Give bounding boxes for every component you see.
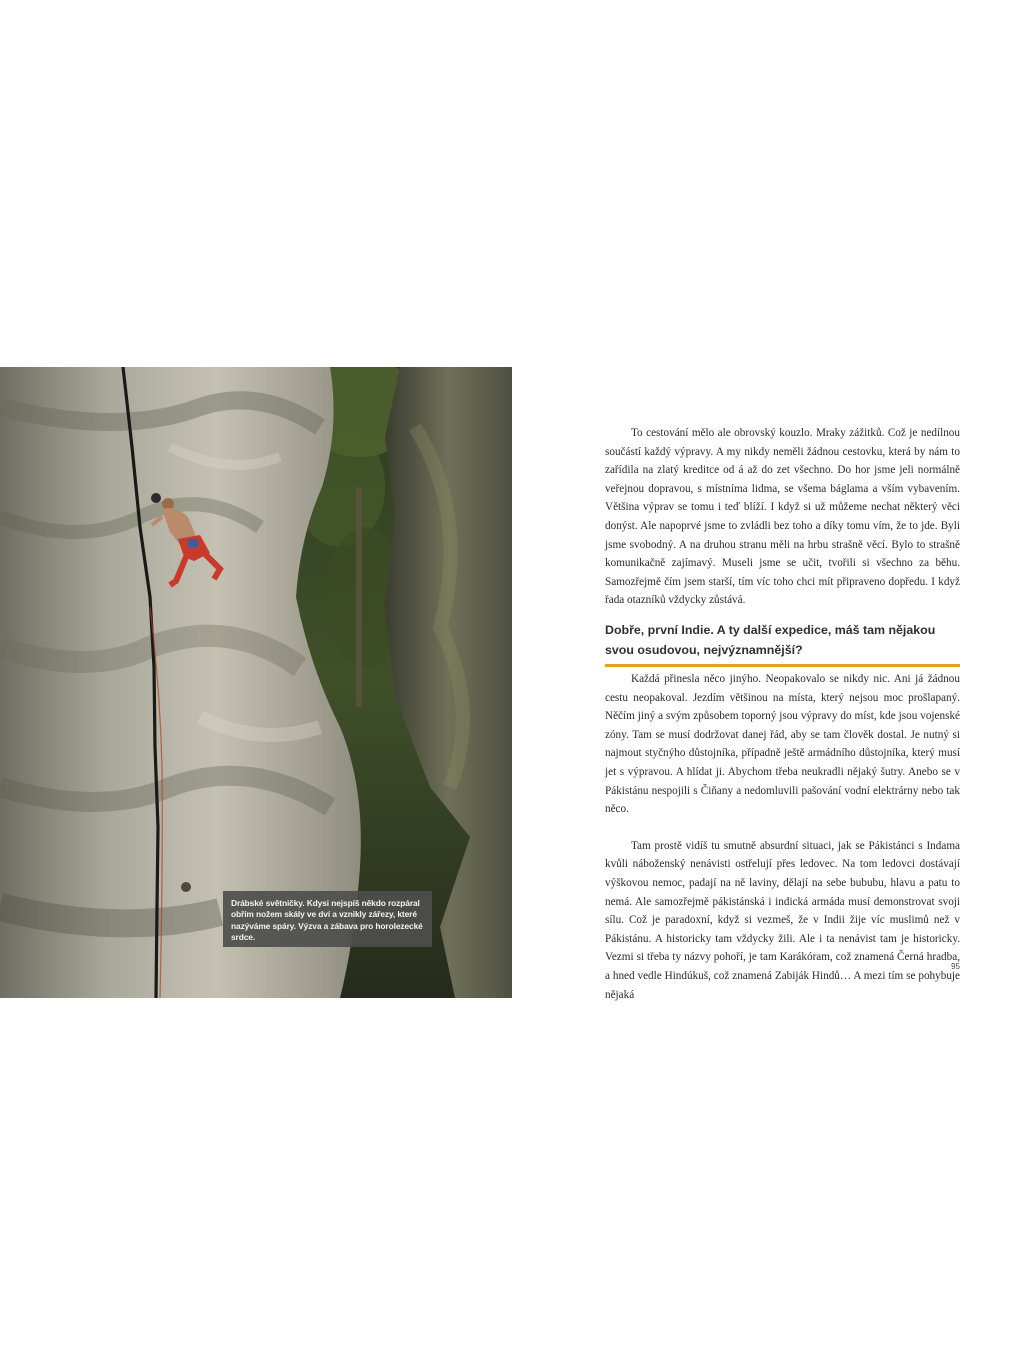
intro-text-block [605, 424, 960, 610]
answer-paragraph-1: Každá přinesla něco jinýho. Neopakovalo se nikdy nic. Ani já žádnou cestu neopakoval. Jezdím většinou na místa, který nejsou moc prošlapaný. Něčím jiný a svým způsobem toporný jsou výpravy do míst, kde jsou vojenské zóny. Tam se musí dodržovat danej řád, aby se tam člověk dostal. Je nutný si najmout styčnýho důstojníka, případně ještě armádního důstojníka, který musí jet s výpravou. A hlídat ji. Abychom třeba neukradli nějaký šutry. Anebo se v Pákistánu nespojili s Čiňany a nedomluvili pašování vodní elektrárny nebo tak něco. [605, 673, 960, 816]
page-number: 95 [951, 962, 960, 971]
interview-question: Dobře, první Indie. A ty další expedice, máš tam nějakou svou osudovou, nejvýznamnější? [605, 623, 936, 657]
intro-paragraph: To cestování mělo ale obrovský kouzlo. Mraky zážitků. Což je nedílnou součástí každý výpravy. A my nikdy neměli žádnou cestovku, která by nám to zařídila na zlatý kreditce od á až do zet všechno. Do hor jsme jeli normálně veřejnou dopravou, s místníma lidma, se všema báglama a vším vybavením. Většina výprav se tomu i teď blíží. I když si už můžeme nechat některý věci donýst. Ale napoprvé jsme to zvládli bez toho a díky tomu vím, že to jde. Byli jsme svobodný. A na druhou stranu měli na hrbu strašně věcí. Bylo to strašně komunikačně zajímavý. Museli jsme se učit, tvořili si všechno za běhu. Samozřejmě čím jsem starší, tím víc toho chci mít připraveno dopředu. I když řada otazníků vždycky zůstává. [605, 427, 960, 607]
question-divider [605, 664, 960, 667]
answer-text-block [605, 670, 960, 1004]
answer-paragraph-2: Tam prostě vidíš tu smutně absurdní situaci, jak se Pákistánci s Indama kvůli náboženský nenávisti ostřelují přes ledovec. Na tom ledovci dostávají výškovou nemoc, padají na ně laviny, dělají na sebe bububu, hlavu a patu to nemá. Ale samozřejmě pákistánská i indická armáda musí demonstrovat svoji sílu. Což je paradoxní, když si vezmeš, že v Indii žije víc muslimů než v Pákistánu. A historicky tam vždycky žili. Ale i ta nenávist tam je historicky. Vezmi si třeba ty názvy pohoří, je tam Karákóram, což znamená Černá hradba, a hned vedle Hindúkuš, což znamená Zabiják Hindů… A mezi tím se pohybuje nějaká [605, 839, 960, 1001]
photo-caption: Drábské světničky. Kdysi nejspíš někdo rozpáral obřím nožem skály ve dví a vznikly zářezy, které nazýváme spáry. Výzva a zábava pro horolezecké srdce. [223, 891, 432, 947]
